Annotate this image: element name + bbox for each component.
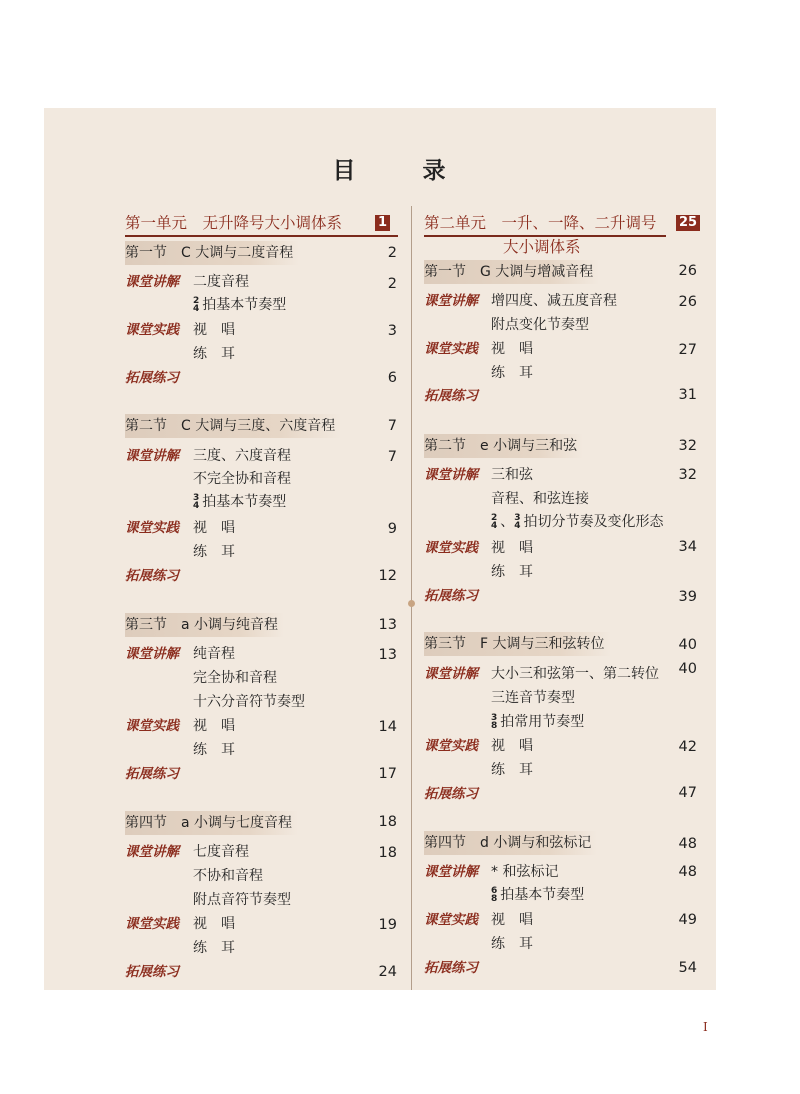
lecture-item: 十六分音符节奏型 bbox=[193, 694, 305, 710]
lecture-label: 课堂讲解 bbox=[424, 467, 478, 483]
unit-2-underline bbox=[424, 235, 666, 237]
lecture-label: 课堂讲解 bbox=[125, 844, 179, 860]
section-page-number: 7 bbox=[387, 418, 397, 434]
practice-item: 视 唱 bbox=[193, 520, 235, 536]
practice-item: 视 唱 bbox=[491, 540, 533, 556]
unit-2-page-badge: 25 bbox=[676, 215, 700, 231]
lecture-label: 课堂讲解 bbox=[424, 666, 478, 682]
lecture-item: 6 8 拍基本节奏型 bbox=[491, 886, 585, 904]
practice-page-number: 9 bbox=[387, 521, 397, 537]
practice-page-number: 19 bbox=[378, 917, 397, 933]
practice-item: 练 耳 bbox=[193, 544, 235, 560]
extension-label: 拓展练习 bbox=[125, 766, 179, 782]
time-signature-icon: 6 8 bbox=[491, 886, 498, 904]
lecture-item: 三连音节奏型 bbox=[491, 690, 575, 706]
lecture-item: 二度音程 bbox=[193, 274, 249, 290]
practice-label: 课堂实践 bbox=[424, 341, 478, 357]
time-signature-icon: 3 4 bbox=[193, 493, 200, 511]
lecture-label: 课堂讲解 bbox=[125, 448, 179, 464]
extension-page-number: 54 bbox=[678, 960, 697, 976]
section-2-1-heading: 第一节 G 大调与增减音程 bbox=[424, 260, 599, 284]
practice-page-number: 3 bbox=[387, 323, 397, 339]
section-1-4-heading: 第四节 a 小调与七度音程 bbox=[125, 811, 298, 835]
practice-label: 课堂实践 bbox=[125, 718, 179, 734]
time-signature-icon: 2 4 bbox=[491, 513, 498, 531]
lecture-item: 完全协和音程 bbox=[193, 670, 277, 686]
unit-2-title: 第二单元 一升、一降、二升调号 大小调体系 bbox=[424, 214, 657, 256]
extension-label: 拓展练习 bbox=[424, 960, 478, 976]
time-signature-icon: 2 4 bbox=[193, 296, 200, 314]
practice-item: 视 唱 bbox=[491, 912, 533, 928]
section-1-2-heading: 第二节 C 大调与三度、六度音程 bbox=[125, 414, 341, 438]
lecture-page-number: 26 bbox=[678, 294, 697, 310]
extension-page-number: 39 bbox=[678, 589, 697, 605]
lecture-label: 课堂讲解 bbox=[424, 864, 478, 880]
section-2-4-heading: 第四节 d 小调与和弦标记 bbox=[424, 831, 597, 855]
extension-label: 拓展练习 bbox=[125, 370, 179, 386]
unit-1-page-badge: 1 bbox=[375, 215, 390, 231]
section-page-number: 2 bbox=[387, 245, 397, 261]
practice-item: 练 耳 bbox=[491, 762, 533, 778]
lecture-page-number: 18 bbox=[378, 845, 397, 861]
lecture-item: 纯音程 bbox=[193, 646, 235, 662]
practice-label: 课堂实践 bbox=[125, 322, 179, 338]
extension-page-number: 31 bbox=[678, 387, 697, 403]
lecture-item: 大小三和弦第一、第二转位 bbox=[491, 666, 659, 682]
section-2-2-heading: 第二节 e 小调与三和弦 bbox=[424, 434, 583, 458]
unit-1-underline bbox=[125, 235, 398, 237]
practice-label: 课堂实践 bbox=[424, 540, 478, 556]
practice-item: 视 唱 bbox=[193, 916, 235, 932]
section-page-number: 40 bbox=[678, 637, 697, 653]
section-2-3-heading: 第三节 F 大调与三和弦转位 bbox=[424, 632, 611, 656]
time-signature-icon: 3 8 bbox=[491, 713, 498, 731]
lecture-label: 课堂讲解 bbox=[125, 274, 179, 290]
lecture-item: 3 8 拍常用节奏型 bbox=[491, 713, 585, 731]
page-folio: I bbox=[703, 1020, 708, 1034]
lecture-label: 课堂讲解 bbox=[424, 293, 478, 309]
practice-label: 课堂实践 bbox=[424, 738, 478, 754]
lecture-item: 七度音程 bbox=[193, 844, 249, 860]
lecture-page-number: 32 bbox=[678, 467, 697, 483]
extension-label: 拓展练习 bbox=[424, 388, 478, 404]
extension-page-number: 6 bbox=[387, 370, 397, 386]
practice-item: 练 耳 bbox=[491, 365, 533, 381]
section-1-1-heading: 第一节 C 大调与二度音程 bbox=[125, 241, 299, 265]
page-title: 目 录 bbox=[332, 157, 468, 184]
section-page-number: 32 bbox=[678, 438, 697, 454]
extension-page-number: 12 bbox=[378, 568, 397, 584]
practice-label: 课堂实践 bbox=[125, 520, 179, 536]
lecture-item: 2 4 、 3 4 拍切分节奏及变化形态 bbox=[491, 513, 664, 531]
section-page-number: 48 bbox=[678, 836, 697, 852]
extension-page-number: 17 bbox=[378, 766, 397, 782]
lecture-item: 音程、和弦连接 bbox=[491, 491, 589, 507]
practice-page-number: 49 bbox=[678, 912, 697, 928]
lecture-item: 2 4 拍基本节奏型 bbox=[193, 296, 287, 314]
extension-label: 拓展练习 bbox=[125, 568, 179, 584]
practice-item: 练 耳 bbox=[491, 564, 533, 580]
lecture-page-number: 7 bbox=[387, 449, 397, 465]
column-divider bbox=[411, 206, 412, 990]
practice-item: 视 唱 bbox=[193, 322, 235, 338]
lecture-page-number: 48 bbox=[678, 864, 697, 880]
section-1-3-heading: 第三节 a 小调与纯音程 bbox=[125, 613, 284, 637]
lecture-item: 不完全协和音程 bbox=[193, 471, 291, 487]
time-signature-icon: 3 4 bbox=[514, 513, 521, 531]
section-page-number: 13 bbox=[378, 617, 397, 633]
lecture-page-number: 13 bbox=[378, 647, 397, 663]
practice-page-number: 14 bbox=[378, 719, 397, 735]
practice-page-number: 27 bbox=[678, 342, 697, 358]
extension-page-number: 24 bbox=[378, 964, 397, 980]
practice-item: 练 耳 bbox=[491, 936, 533, 952]
extension-page-number: 47 bbox=[678, 785, 697, 801]
practice-item: 视 唱 bbox=[491, 341, 533, 357]
lecture-item: 不协和音程 bbox=[193, 868, 263, 884]
practice-item: 练 耳 bbox=[193, 742, 235, 758]
lecture-item: 增四度、减五度音程 bbox=[491, 293, 617, 309]
lecture-page-number: 40 bbox=[678, 661, 697, 677]
lecture-item: 附点音符节奏型 bbox=[193, 892, 291, 908]
practice-item: 视 唱 bbox=[491, 738, 533, 754]
practice-item: 练 耳 bbox=[193, 940, 235, 956]
lecture-item: 三和弦 bbox=[491, 467, 533, 483]
extension-label: 拓展练习 bbox=[424, 786, 478, 802]
divider-ornament bbox=[408, 600, 415, 607]
lecture-label: 课堂讲解 bbox=[125, 646, 179, 662]
section-page-number: 26 bbox=[678, 263, 697, 279]
lecture-item: * 和弦标记 bbox=[491, 864, 559, 880]
practice-item: 练 耳 bbox=[193, 346, 235, 362]
practice-page-number: 34 bbox=[678, 539, 697, 555]
lecture-item: 三度、六度音程 bbox=[193, 448, 291, 464]
section-page-number: 18 bbox=[378, 814, 397, 830]
lecture-page-number: 2 bbox=[387, 276, 397, 292]
practice-page-number: 42 bbox=[678, 739, 697, 755]
extension-label: 拓展练习 bbox=[424, 588, 478, 604]
practice-item: 视 唱 bbox=[193, 718, 235, 734]
lecture-item: 3 4 拍基本节奏型 bbox=[193, 493, 287, 511]
lecture-item: 附点变化节奏型 bbox=[491, 317, 589, 333]
extension-label: 拓展练习 bbox=[125, 964, 179, 980]
practice-label: 课堂实践 bbox=[424, 912, 478, 928]
unit-1-title: 第一单元 无升降号大小调体系 bbox=[125, 214, 343, 232]
practice-label: 课堂实践 bbox=[125, 916, 179, 932]
